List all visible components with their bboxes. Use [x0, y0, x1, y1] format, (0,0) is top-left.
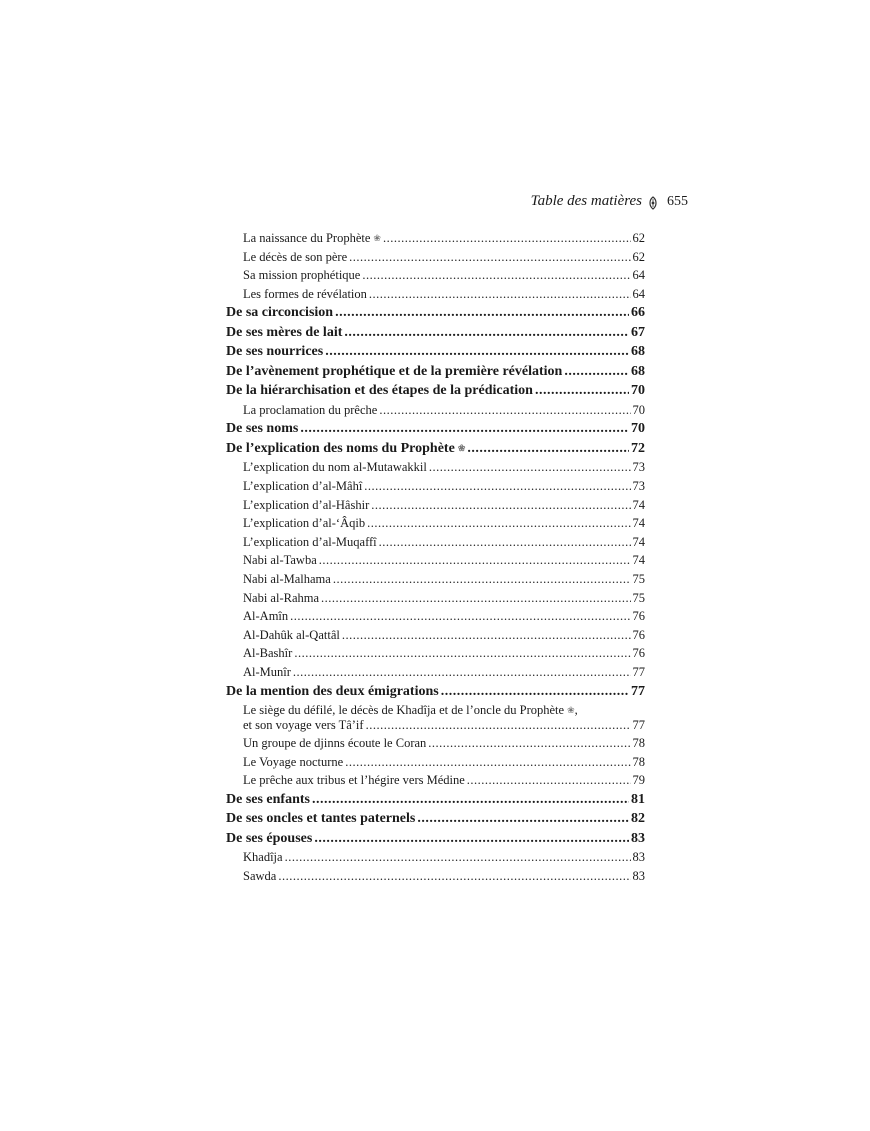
- toc-entry-title: [226, 323, 342, 343]
- toc-page-number: 74: [632, 534, 645, 549]
- toc-entry-title: [226, 682, 439, 702]
- toc-entry-text: De ses noms: [226, 421, 299, 437]
- toc-entry-text: Sa mission prophétique: [243, 268, 361, 283]
- toc-section-entry[interactable]: [226, 362, 645, 382]
- toc-section-entry[interactable]: [226, 790, 645, 810]
- toc-page-number: 74: [632, 497, 645, 512]
- toc-page-number: 70: [631, 421, 645, 437]
- toc-entry-title: [243, 771, 465, 790]
- toc-entry[interactable]: [226, 771, 645, 790]
- toc-entry-title-line1: [243, 703, 645, 718]
- dot-leader: [441, 682, 629, 702]
- toc-entry-title: [243, 607, 288, 626]
- toc-section-entry[interactable]: [226, 439, 645, 459]
- toc-page-number: 73: [632, 460, 645, 475]
- dot-leader: [293, 663, 631, 682]
- dot-leader: [344, 323, 629, 343]
- toc-entry[interactable]: [226, 701, 645, 734]
- toc-entry-text: Al-Bashîr: [243, 646, 293, 661]
- toc-entry-title: [226, 303, 333, 323]
- toc-entry-title: [243, 458, 427, 477]
- dot-leader: [467, 771, 631, 790]
- toc-page-number: 78: [632, 754, 645, 769]
- toc-entry[interactable]: [226, 496, 645, 515]
- toc-entry-text: De ses mères de lait: [226, 324, 343, 340]
- toc-entry-title: [226, 419, 298, 439]
- toc-entry-title: [226, 790, 310, 810]
- toc-entry-title: [243, 266, 360, 285]
- toc-entry[interactable]: [226, 626, 645, 645]
- toc-entry-title: [243, 533, 377, 552]
- dot-leader: [290, 607, 630, 626]
- toc-entry[interactable]: [226, 285, 645, 304]
- toc-page-number: 75: [632, 572, 645, 587]
- toc-entry-text: De l’avènement prophétique et de la première révélation: [226, 363, 563, 379]
- toc-entry[interactable]: [226, 248, 645, 267]
- honorific-seal-icon: ❀: [567, 705, 575, 716]
- honorific-seal-icon: ❀: [373, 233, 381, 243]
- dot-leader: [369, 285, 631, 304]
- toc-entry[interactable]: [226, 663, 645, 682]
- table-of-contents: [226, 229, 645, 886]
- toc-page-number: 68: [631, 344, 645, 360]
- toc-page-number: 83: [632, 868, 645, 883]
- toc-section-entry[interactable]: [226, 381, 645, 401]
- toc-entry-text: Nabi al-Tawba: [243, 553, 317, 568]
- toc-entry-text: Le prêche aux tribus et l’hégire vers Médine: [243, 773, 465, 788]
- dot-leader: [467, 439, 629, 459]
- toc-entry-text: De ses épouses: [226, 830, 313, 846]
- toc-entry-text: Nabi al-Rahma: [243, 590, 320, 605]
- toc-entry-title: [243, 867, 276, 886]
- toc-entry-title: [243, 570, 331, 589]
- toc-page-number: 73: [632, 479, 645, 494]
- toc-page-number: 83: [631, 830, 645, 846]
- dot-leader: [349, 248, 630, 267]
- running-header: [226, 193, 688, 215]
- toc-entry-title: [226, 809, 415, 829]
- dot-leader: [379, 533, 631, 552]
- dot-leader: [379, 401, 630, 420]
- toc-entry-title: [243, 644, 292, 663]
- dot-leader: [429, 458, 631, 477]
- dot-leader: [362, 266, 630, 285]
- toc-entry-text: La naissance du Prophète: [243, 231, 371, 245]
- toc-entry-title: [243, 514, 365, 533]
- toc-entry-text: Le décès de son père: [243, 249, 348, 264]
- toc-page-number: 66: [631, 305, 645, 321]
- toc-entry-title: [243, 753, 343, 772]
- toc-entry[interactable]: [226, 589, 645, 608]
- toc-entry-title: [243, 848, 283, 867]
- running-header-title: Table des matières: [530, 193, 642, 209]
- toc-page-number: 76: [632, 646, 645, 661]
- toc-entry[interactable]: [226, 551, 645, 570]
- toc-entry-title: [243, 589, 319, 608]
- toc-entry-text: De l’explication des noms du Prophète: [226, 440, 455, 456]
- toc-page-number: 70: [631, 383, 645, 399]
- dot-leader: [428, 734, 630, 753]
- toc-page-number: 68: [631, 363, 645, 379]
- toc-entry-title: [226, 381, 533, 401]
- dot-leader: [364, 477, 630, 496]
- dot-leader: [314, 829, 629, 849]
- toc-section-entry[interactable]: [226, 809, 645, 829]
- toc-entry[interactable]: [226, 229, 645, 248]
- toc-entry-title: [243, 229, 381, 248]
- toc-entry-text: L’explication d’al-Mâhî: [243, 479, 363, 494]
- dot-leader: [367, 514, 630, 533]
- toc-entry-text: Al-Amîn: [243, 609, 289, 624]
- toc-entry-text: L’explication d’al-Muqaffî: [243, 534, 377, 549]
- page-number: 655: [667, 194, 688, 209]
- toc-entry-text: L’explication du nom al-Mutawakkil: [243, 460, 427, 475]
- toc-entry[interactable]: [226, 607, 645, 626]
- toc-page-number: 62: [632, 231, 645, 245]
- toc-entry-text: Un groupe de djinns écoute le Coran: [243, 736, 427, 751]
- toc-page-number: 75: [632, 590, 645, 605]
- toc-page-number: 72: [631, 440, 645, 456]
- dot-leader: [285, 848, 631, 867]
- toc-page-number: 74: [632, 553, 645, 568]
- toc-page-number: 83: [632, 850, 645, 865]
- toc-page-number: 77: [632, 718, 645, 733]
- dot-leader: [319, 551, 631, 570]
- toc-entry-text: Le siège du défilé, le décès de Khadîja et de l’oncle du Prophète: [243, 703, 565, 718]
- toc-entry-title: [243, 663, 291, 682]
- toc-entry[interactable]: [226, 867, 645, 886]
- toc-entry-text: De sa circoncision: [226, 305, 334, 321]
- toc-entry[interactable]: [226, 570, 645, 589]
- dot-leader: [383, 229, 631, 248]
- toc-entry-text: De ses enfants: [226, 791, 310, 807]
- dot-leader: [321, 589, 630, 608]
- toc-entry-text: L’explication d’al-Hâshir: [243, 497, 370, 512]
- honorific-seal-icon: ❀: [457, 442, 466, 453]
- toc-entry[interactable]: [226, 477, 645, 496]
- toc-entry[interactable]: [226, 734, 645, 753]
- toc-entry-text: et son voyage vers Tâ’if: [243, 718, 364, 733]
- leaf-ornament-icon: [647, 196, 659, 210]
- toc-entry[interactable]: [226, 753, 645, 772]
- toc-page-number: 74: [632, 516, 645, 531]
- toc-entry[interactable]: [226, 533, 645, 552]
- toc-entry-title: [243, 285, 367, 304]
- toc-entry[interactable]: [226, 514, 645, 533]
- dot-leader: [417, 809, 629, 829]
- toc-entry-text: Sawda: [243, 868, 277, 883]
- toc-entry-text: De ses oncles et tantes paternels: [226, 811, 416, 827]
- toc-page-number: 76: [632, 609, 645, 624]
- dot-leader: [366, 718, 631, 733]
- toc-page-number: 79: [632, 773, 645, 788]
- toc-section-entry[interactable]: [226, 323, 645, 343]
- toc-entry-text: Nabi al-Malhama: [243, 572, 331, 587]
- dot-leader: [535, 381, 629, 401]
- toc-entry[interactable]: [226, 401, 645, 420]
- toc-section-entry[interactable]: [226, 829, 645, 849]
- toc-entry-text: Les formes de révélation: [243, 286, 367, 301]
- toc-entry-text: Khadîja: [243, 850, 283, 865]
- toc-entry-text: Al-Munîr: [243, 665, 291, 679]
- toc-entry-title: [243, 401, 377, 420]
- toc-entry-text: Le Voyage nocturne: [243, 754, 344, 769]
- dot-leader: [333, 570, 631, 589]
- toc-section-entry[interactable]: [226, 342, 645, 362]
- toc-entry-title: [243, 551, 317, 570]
- toc-entry-title: [243, 626, 340, 645]
- toc-section-entry[interactable]: [226, 303, 645, 323]
- toc-page-number: 82: [631, 811, 645, 827]
- toc-entry-title-line2: [243, 718, 645, 733]
- toc-entry-title: [226, 439, 465, 459]
- toc-entry-title: [226, 342, 323, 362]
- toc-entry-text: La proclamation du prêche: [243, 402, 378, 417]
- toc-entry-title: [226, 362, 562, 382]
- dot-leader: [345, 753, 630, 772]
- toc-entry-text: Al-Dahûk al-Qattâl: [243, 627, 340, 642]
- dot-leader: [312, 790, 629, 810]
- toc-page-number: 70: [632, 402, 645, 417]
- toc-page-number: 76: [632, 627, 645, 642]
- toc-entry-text: De ses nourrices: [226, 344, 324, 360]
- dot-leader: [371, 496, 630, 515]
- toc-page-number: 64: [632, 268, 645, 283]
- toc-page-number: 64: [632, 286, 645, 301]
- dot-leader: [335, 303, 629, 323]
- toc-entry-title: [226, 829, 312, 849]
- dot-leader: [564, 362, 629, 382]
- toc-entry-text: L’explication d’al-‘Âqib: [243, 516, 366, 531]
- toc-page-number: 78: [632, 736, 645, 751]
- toc-entry-title: [243, 496, 369, 515]
- toc-entry-text: De la mention des deux émigrations: [226, 683, 439, 699]
- toc-page-number: 77: [632, 665, 645, 679]
- toc-entry-suffix: ,: [574, 703, 578, 718]
- toc-page-number: 81: [631, 791, 645, 807]
- dot-leader: [342, 626, 631, 645]
- toc-entry-title: [243, 477, 362, 496]
- toc-entry[interactable]: [226, 644, 645, 663]
- dot-leader: [325, 342, 629, 362]
- toc-entry-title: [243, 248, 347, 267]
- toc-page-number: 67: [631, 324, 645, 340]
- dot-leader: [294, 644, 630, 663]
- toc-entry[interactable]: [226, 458, 645, 477]
- dot-leader: [278, 867, 630, 886]
- toc-entry[interactable]: [226, 848, 645, 867]
- dot-leader: [300, 419, 629, 439]
- toc-entry-text: De la hiérarchisation et des étapes de la prédication: [226, 383, 533, 399]
- toc-entry-title: [243, 734, 426, 753]
- toc-page-number: 77: [631, 683, 645, 699]
- toc-page-number: 62: [632, 249, 645, 264]
- toc-section-entry[interactable]: [226, 419, 645, 439]
- toc-entry[interactable]: [226, 266, 645, 285]
- toc-section-entry[interactable]: [226, 682, 645, 702]
